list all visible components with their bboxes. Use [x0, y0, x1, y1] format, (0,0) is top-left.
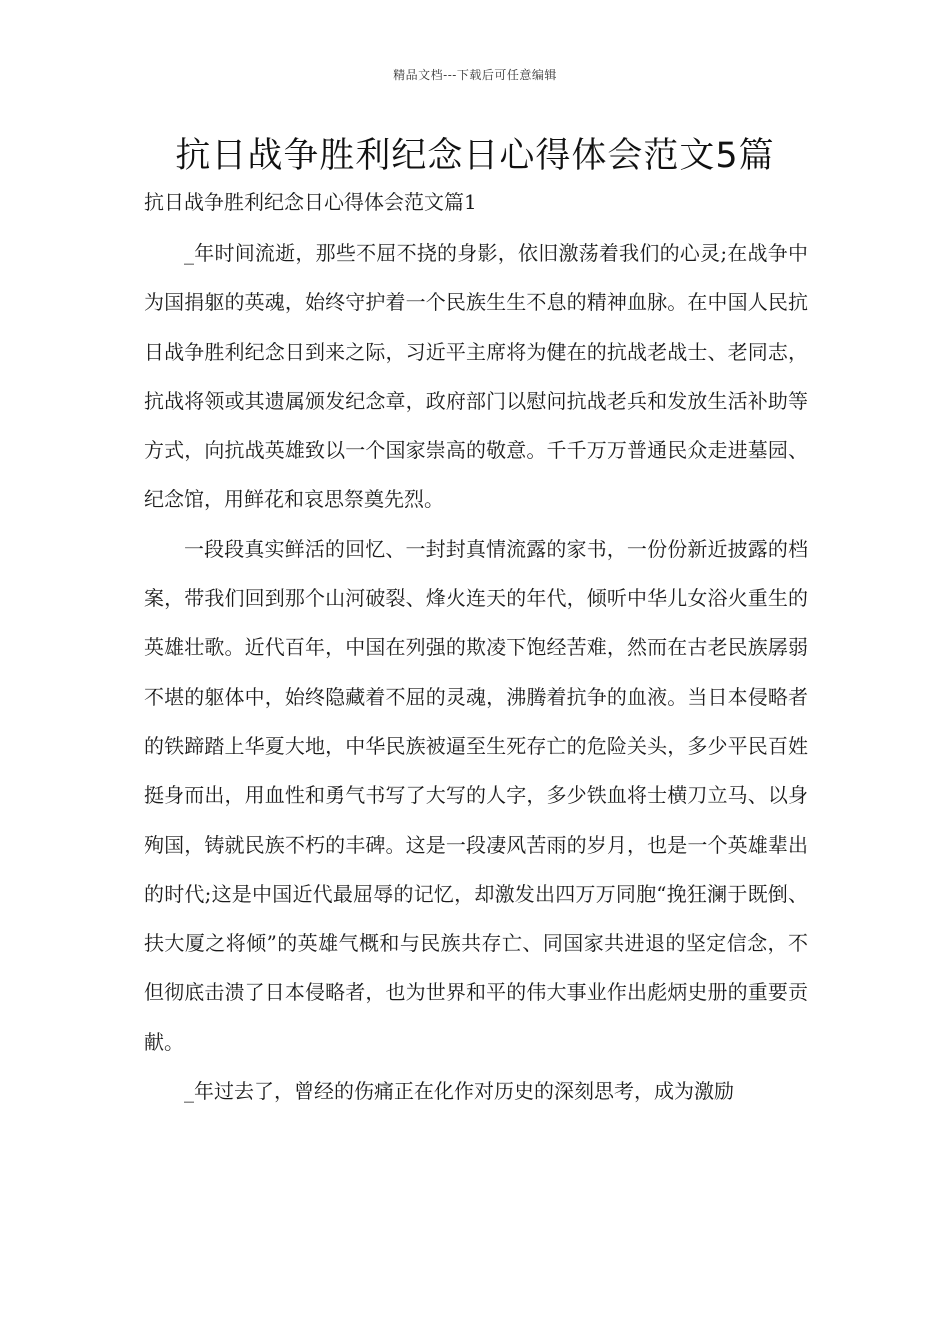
- paragraph: 一段段真实鲜活的回忆、一封封真情流露的家书，一份份新近披露的档案，带我们回到那个山河破裂、烽火连天的年代，倾听中华儿女浴火重生的英雄壮歌。近代百年，中国在列强的欺凌下饱经苦难，然而在古老民族孱弱不堪的躯体中，始终隐藏着不屈的灵魂，沸腾着抗争的血液。当日本侵略者的铁蹄踏上华夏大地，中华民族被逼至生死存亡的危险关头，多少平民百姓挺身而出，用血性和勇气书写了大写的人字，多少铁血将士横刀立马、以身殉国，铸就民族不朽的丰碑。这是一段凄风苦雨的岁月，也是一个英雄辈出的时代;这是中国近代最屈辱的记忆，却激发出四万万同胞“挽狂澜于既倒、扶大厦之将倾”的英雄气概和与民族共存亡、同国家共进退的坚定信念，不但彻底击溃了日本侵略者，也为世界和平的伟大事业作出彪炳史册的重要贡献。: [144, 536, 808, 1054]
- header-watermark: 精品文档---下载后可任意编辑: [393, 68, 557, 82]
- section-heading: 抗日战争胜利纪念日心得体会范文篇1: [144, 190, 477, 214]
- article-body: [144, 229, 808, 1116]
- document-title: 抗日战争胜利纪念日心得体会范文5篇: [175, 136, 775, 176]
- paragraph: _年时间流逝，那些不屈不挠的身影，依旧激荡着我们的心灵;在战争中为国捐躯的英魂，始终守护着一个民族生生不息的精神血脉。在中国人民抗日战争胜利纪念日到来之际，习近平主席将为健在的抗战老战士、老同志，抗战将领或其遗属颁发纪念章，政府部门以慰问抗战老兵和发放生活补助等方式，向抗战英雄致以一个国家崇高的敬意。千千万万普通民众走进墓园、纪念馆，用鲜花和哀思祭奠先烈。: [144, 241, 808, 512]
- paragraph: _年过去了，曾经的伤痛正在化作对历史的深刻思考，成为激励: [184, 1079, 734, 1104]
